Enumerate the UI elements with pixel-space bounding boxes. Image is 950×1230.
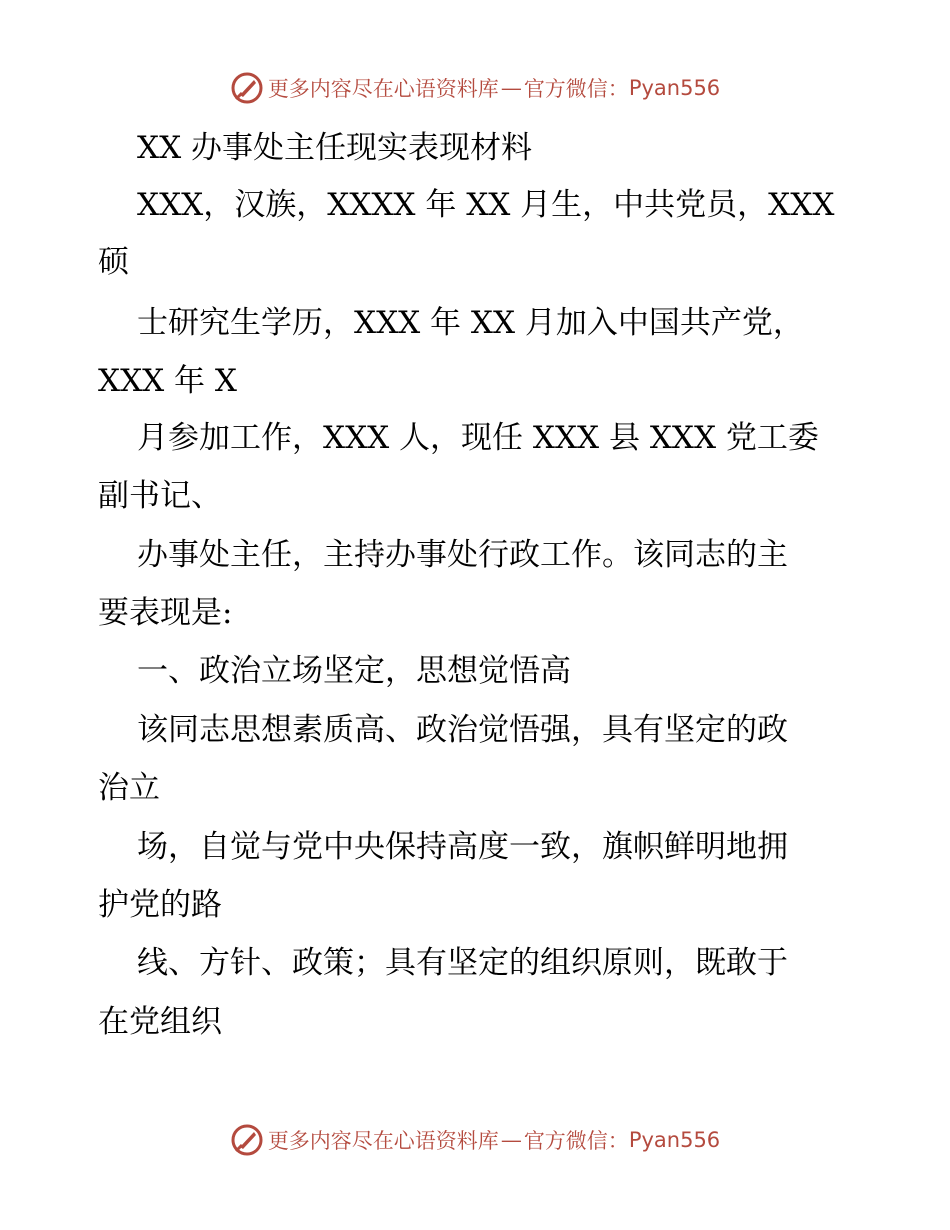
watermark-label: 官方微信： [523,77,629,101]
paragraph-line: 线、方针、政策；具有坚定的组织原则，既敢于 [137,945,788,981]
watermark-separator: — [500,76,522,100]
document-title: XX 办事处主任现实表现材料 [137,130,532,166]
watermark-text: 更多内容尽在心语资料库 [267,77,499,101]
paragraph-line: 要表现是: [98,595,233,631]
paragraph-line: 在党组织 [98,1004,222,1040]
header-watermark [0,68,950,108]
paragraph-line: XXX，汉族，XXXX 年 XX 月生，中共党员，XXX [137,187,835,223]
paragraph-line: 副书记、 [98,478,222,514]
paragraph-line: 场，自觉与党中央保持高度一致，旗帜鲜明地拥 [137,829,788,865]
quill-logo-icon [230,1123,264,1157]
paragraph-line: 月参加工作，XXX 人，现任 XXX 县 XXX 党工委 [137,420,819,456]
paragraph-line: 该同志思想素质高、政治觉悟强，具有坚定的政 [137,712,788,748]
paragraph-line: XXX 年 X [98,363,237,399]
section-heading: 一、政治立场坚定，思想觉悟高 [137,653,571,689]
paragraph-line: 护党的路 [98,887,222,923]
watermark-id: Pyan556 [628,1128,721,1152]
paragraph-line: 治立 [98,770,160,806]
watermark-label: 官方微信： [523,1129,629,1153]
watermark-text: 更多内容尽在心语资料库 [267,1129,499,1153]
paragraph-line: 办事处主任，主持办事处行政工作。该同志的主 [137,537,788,573]
paragraph-line: 士研究生学历，XXX 年 XX 月加入中国共产党， [137,305,804,341]
watermark-id: Pyan556 [628,76,721,100]
footer-watermark [0,1120,950,1160]
watermark-separator: — [500,1128,522,1152]
quill-logo-icon [230,71,264,105]
paragraph-line: 硕 [98,244,129,280]
